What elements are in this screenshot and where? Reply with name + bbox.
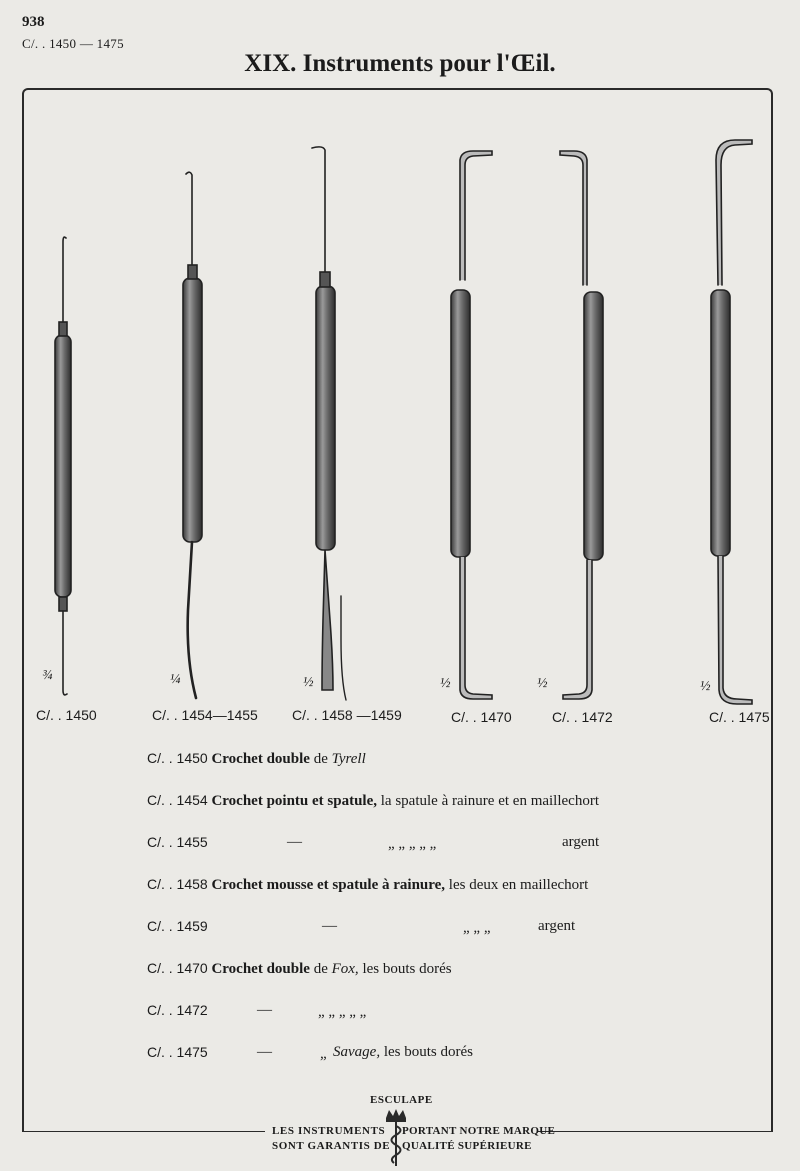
figure-label-1458: C/. . 1458 —1459	[292, 707, 402, 723]
item-code: C/. . 1475	[147, 1044, 208, 1060]
item-code: C/. . 1458	[147, 876, 208, 892]
instrument-1458	[312, 147, 346, 700]
instrument-1475	[711, 140, 752, 704]
description-1472	[147, 1002, 208, 1020]
item-code: C/. . 1459	[147, 918, 208, 934]
item-name: Crochet mousse et spatule à rainure,	[211, 877, 446, 893]
ditto-dash-1455: —	[287, 834, 302, 850]
guarantee-line-3: PORTANT NOTRE MARQUE	[402, 1125, 556, 1137]
brand-name: ESCULAPE	[370, 1094, 433, 1106]
ditto-dash-1475: —	[257, 1044, 272, 1060]
instrument-1470	[451, 151, 492, 699]
item-name: Crochet double	[211, 751, 310, 767]
item-author: Tyrell	[331, 751, 366, 767]
page-title: XIX. Instruments pour l'Œil.	[244, 50, 556, 77]
guarantee-line-4: QUALITÉ SUPÉRIEURE	[402, 1140, 532, 1152]
guarantee-text-left	[272, 1124, 390, 1154]
item-name: Crochet pointu et spatule,	[211, 793, 378, 809]
scale-mark-1458: ½	[303, 675, 314, 690]
item-author: Savage,	[333, 1044, 381, 1060]
item-text: les bouts dorés	[362, 961, 452, 977]
ditto-dash-1472: —	[257, 1002, 272, 1018]
description-1458	[147, 876, 588, 894]
item-name: Crochet double	[211, 961, 310, 977]
figure-label-1470: C/. . 1470	[451, 709, 512, 725]
scale-mark-1472: ½	[537, 676, 548, 691]
guarantee-text-right	[402, 1124, 555, 1154]
description-1459	[147, 918, 208, 936]
item-author: Fox,	[331, 961, 359, 977]
scale-mark-1475: ½	[700, 679, 711, 694]
ditto-dash-1459: —	[322, 918, 337, 934]
instrument-1472	[560, 151, 603, 699]
footer-rule-left	[22, 1131, 265, 1132]
page-number: 938	[22, 14, 45, 30]
item-text-1459: argent	[538, 918, 576, 934]
description-1450	[147, 750, 366, 768]
description-1455	[147, 834, 208, 852]
item-text-1455: argent	[562, 834, 600, 850]
instrument-1450	[55, 237, 71, 695]
scale-mark-1470: ½	[440, 676, 451, 691]
item-text: de	[313, 751, 328, 767]
description-1475	[147, 1044, 208, 1062]
ditto-marks-1459: „ „ „	[463, 920, 491, 936]
item-text: de	[313, 961, 328, 977]
instrument-1454	[183, 172, 202, 698]
figure-label-1450: C/. . 1450	[36, 707, 97, 723]
guarantee-line-2: SONT GARANTIS DE	[272, 1140, 391, 1152]
item-text: les deux en maillechort	[448, 877, 589, 893]
figure-label-1475: C/. . 1475	[709, 709, 770, 725]
ditto-marks-1455: „ „ „ „ „	[388, 836, 437, 852]
item-text-1475	[333, 1044, 473, 1061]
page-range: C/. . 1450 — 1475	[22, 36, 124, 51]
guarantee-line-1: LES INSTRUMENTS	[272, 1125, 386, 1137]
description-1454	[147, 792, 599, 810]
ditto-marks-1472: „ „ „ „ „	[318, 1004, 367, 1020]
scale-mark-1454: ¼	[170, 672, 181, 687]
item-text: la spatule à rainure et en maillechort	[380, 793, 599, 809]
figure-label-1454: C/. . 1454—1455	[152, 707, 258, 723]
scale-mark-1450: ¾	[42, 668, 53, 683]
item-code: C/. . 1470	[147, 960, 208, 976]
ditto-marks-1475: „	[320, 1046, 327, 1062]
footer-rule-right	[537, 1131, 773, 1132]
item-code: C/. . 1450	[147, 750, 208, 766]
item-code: C/. . 1455	[147, 834, 208, 850]
description-1470	[147, 960, 452, 978]
item-code: C/. . 1454	[147, 792, 208, 808]
item-text: les bouts dorés	[383, 1044, 473, 1060]
item-code: C/. . 1472	[147, 1002, 208, 1018]
figure-label-1472: C/. . 1472	[552, 709, 613, 725]
